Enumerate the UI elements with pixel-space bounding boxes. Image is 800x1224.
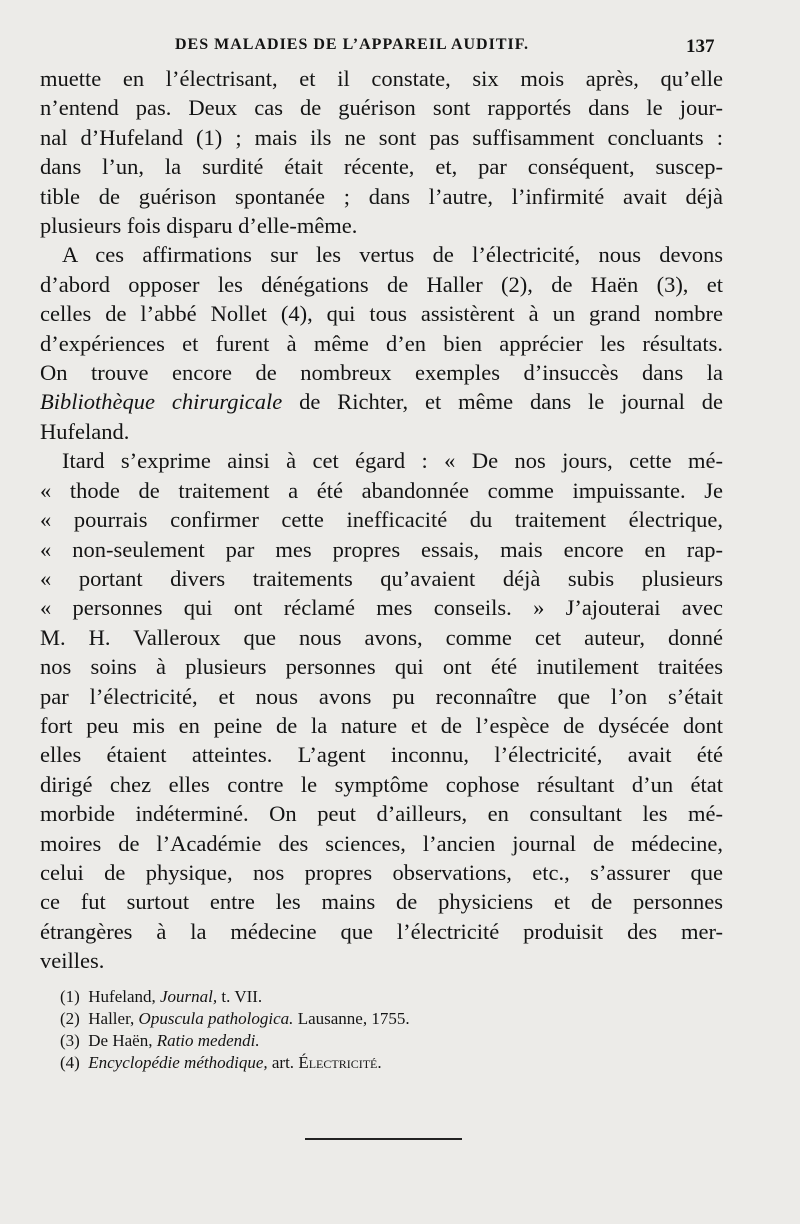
running-title: DES MALADIES DE L’APPAREIL AUDITIF. [175,36,530,53]
text-line: étrangères à la médecine que l’électricité produisit des mer- [40,918,723,944]
footnote-work: Encyclopédie méthodique, [88,1053,268,1072]
footnote-detail: art. [267,1053,299,1072]
text-line: elles étaient atteintes. L’agent inconnu, l’électricité, avait été [40,742,723,768]
footnote-author: De Haën, [88,1031,157,1050]
footnote-author: Haller, [88,1009,139,1028]
footnote-detail: Lausanne, 1755. [293,1009,410,1028]
text-line: Itard s’exprime ainsi à cet égard : « De nos jours, cette mé- [62,448,723,474]
text-fragment: de Richter, et même dans le journal de [282,389,723,415]
text-line: muette en l’électrisant, et il constate, six mois après, qu’elle [40,66,723,91]
text-line: Hufeland. [40,418,130,444]
page-number: 137 [686,36,715,57]
footnote-work: Journal, [160,987,218,1006]
closing-rule [305,1138,462,1140]
text-line [40,387,723,416]
footnote [60,1030,700,1052]
text-line: dans l’un, la surdité était récente, et, par conséquent, suscep- [40,154,723,180]
text-line: tible de guérison spontanée ; dans l’autre, l’infirmité avait déjà [40,183,723,209]
text-line: celui de physique, nos propres observations, etc., s’assurer que [40,859,723,885]
running-header [0,36,800,58]
footnote-article: Électricité. [298,1053,382,1072]
text-line: n’entend pas. Deux cas de guérison sont rapportés dans le jour- [40,95,723,121]
footnote-number: (3) [60,1031,80,1050]
text-line: morbide indéterminé. On peut d’ailleurs, en consultant les mé- [40,801,723,827]
footnote-author: Hufeland, [88,987,161,1006]
footnote [60,1008,700,1030]
text-line: d’abord opposer les dénégations de Haller (2), de Haën (3), et [40,271,723,297]
text-line: « thode de traitement a été abandonnée comme impuissante. Je [40,477,723,503]
text-line: par l’électricité, et nous avons pu reconnaître que l’on s’était [40,683,723,709]
footnote-number: (1) [60,987,80,1006]
text-line: nal d’Hufeland (1) ; mais ils ne sont pas suffisamment concluants : [40,124,723,150]
text-line: moires de l’Académie des sciences, l’ancien journal de médecine, [40,830,723,856]
footnote-detail: t. VII. [217,987,263,1006]
footnote [60,1052,700,1074]
text-line: fort peu mis en peine de la nature et de l’espèce de dysécée dont [40,712,723,738]
footnote-work: Ratio medendi. [156,1031,260,1050]
text-line: nos soins à plusieurs personnes qui ont été inutilement traitées [40,654,723,680]
text-line: « pourrais confirmer cette inefficacité du traitement électrique, [40,507,723,533]
text-line: d’expériences et furent à même d’en bien apprécier les résultats. [40,330,723,356]
text-line: celles de l’abbé Nollet (4), qui tous assistèrent à un grand nombre [40,301,723,327]
text-line: On trouve encore de nombreux exemples d’insuccès dans la [40,360,723,386]
text-line: plusieurs fois disparu d’elle-même. [40,213,358,239]
footnotes [60,986,700,1074]
text-line: dirigé chez elles contre le symptôme cophose résultant d’un état [40,771,723,797]
footnote [60,986,700,1008]
footnote-number: (4) [60,1053,80,1072]
text-line: « portant divers traitements qu’avaient déjà subis plusieurs [40,565,723,591]
text-line: « personnes qui ont réclamé mes conseils. » J’ajouterai avec [40,595,723,621]
body-text [40,64,723,976]
footnote-number: (2) [60,1009,80,1028]
text-line: M. H. Valleroux que nous avons, comme cet auteur, donné [40,624,723,650]
italic-title: Bibliothèque chirurgicale [40,389,283,415]
text-line: veilles. [40,948,105,974]
text-line: A ces affirmations sur les vertus de l’électricité, nous devons [62,242,723,268]
text-line: ce fut surtout entre les mains de physiciens et de personnes [40,889,723,915]
footnote-work: Opuscula pathologica. [138,1009,294,1028]
text-line: « non-seulement par mes propres essais, mais encore en rap- [40,536,723,562]
